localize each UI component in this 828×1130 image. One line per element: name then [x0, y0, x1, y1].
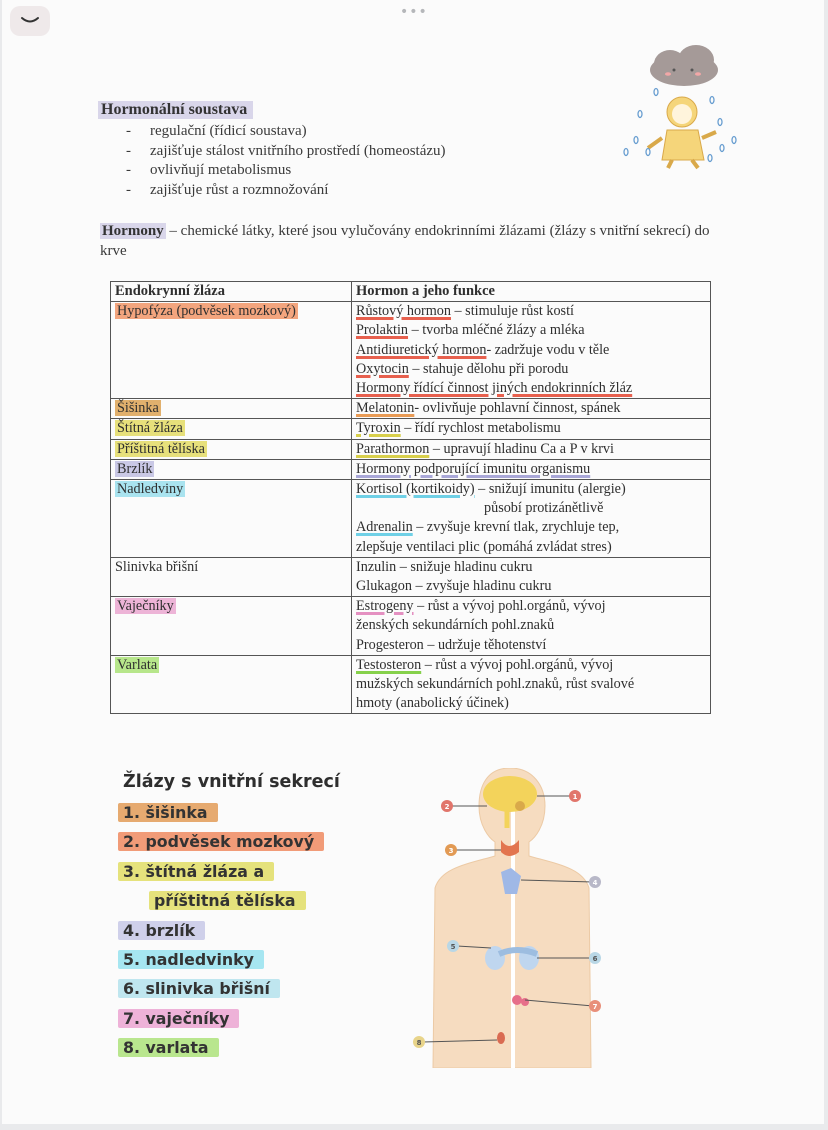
hormone-cell: [352, 419, 711, 439]
gland-cell: [111, 597, 352, 656]
hormone-name: Růstový hormon: [356, 303, 451, 320]
gland-cell: [111, 480, 352, 558]
document-page: [2, 0, 824, 1124]
table-row: [111, 597, 711, 656]
hormone-function: ženských sekundárních pohl.znaků: [356, 617, 555, 634]
gland-name: Štítná žláza: [117, 420, 183, 437]
hormone-function: – snižují imunitu (alergie): [474, 481, 626, 498]
endocrine-body-diagram: [407, 768, 617, 1068]
figure-label-6: 6: [592, 955, 598, 963]
table-row: [111, 459, 711, 479]
list-item: 8. varlata: [118, 1038, 324, 1067]
hormone-function: – stahuje dělohu při porodu: [408, 360, 569, 377]
more-options-icon[interactable]: •••: [400, 4, 428, 20]
hormone-name: Parathormon: [356, 440, 430, 457]
hormone-function: Glukagon – zvyšuje hladinu cukru: [356, 578, 552, 595]
hormone-line: [356, 538, 706, 557]
hormone-name: Hormony podporující imunitu organismu: [356, 460, 591, 477]
hormone-function: zlepšuje ventilaci plic (pomáhá zvládat stres): [356, 538, 612, 555]
gland-name: Vaječníky: [117, 598, 174, 615]
hormone-name: Testosteron: [356, 656, 422, 673]
list-item: 7. vaječníky: [118, 1009, 324, 1038]
gland-cell: [111, 557, 352, 596]
list-item: 3. štítná žláza a: [118, 862, 324, 891]
hormone-name: Melatonin: [356, 400, 415, 417]
gland-cell: [111, 439, 352, 459]
hormone-cell: [352, 597, 711, 656]
column-header-hormone: Hormon a jeho funkce: [352, 282, 711, 302]
list-item: 6. slinivka břišní: [118, 979, 324, 1008]
list-item: 2. podvěsek mozkový: [118, 832, 324, 861]
hormone-table: [110, 281, 711, 714]
table-row: [111, 557, 711, 596]
gland-cell: [111, 302, 352, 399]
hormone-function: – tvorba mléčné žlázy a mléka: [408, 322, 585, 339]
hormone-function: působí protizánětlivě: [484, 500, 604, 517]
table-row: [111, 302, 711, 399]
list-item: - zajišťuje stálost vnitřního prostředí (homeostázu): [126, 142, 446, 159]
gland-name: Brzlík: [117, 460, 153, 477]
hormone-function: Progesteron – udržuje těhotenství: [356, 636, 547, 653]
hormone-line: [356, 302, 706, 321]
hormone-line: [356, 460, 706, 479]
list-item: příštitná tělíska: [118, 891, 324, 920]
gland-list: [118, 803, 324, 1068]
hormone-line: [356, 379, 706, 398]
hormone-function: – růst a vývoj pohl.orgánů, vývoj: [421, 656, 614, 673]
page-title: Hormonální soustava: [98, 101, 253, 119]
section-title: Žlázy s vnitřní sekrecí: [123, 772, 340, 792]
hormone-line: [356, 360, 706, 379]
figure-label-5: 5: [450, 943, 456, 951]
hormone-name: Estrogeny: [356, 598, 414, 615]
hormone-line: [356, 440, 706, 459]
table-row: [111, 439, 711, 459]
gland-name: Šišinka: [117, 400, 159, 417]
gland-name: Varlata: [117, 656, 158, 673]
hormone-line: [356, 577, 706, 596]
hormone-function: – zvyšuje krevní tlak, zrychluje tep,: [412, 519, 620, 536]
hormone-function: mužských sekundárních pohl.znaků, růst svalové: [356, 676, 635, 693]
figure-label-8: 8: [416, 1039, 422, 1047]
list-item: - regulační (řídicí soustava): [126, 123, 307, 139]
hormone-line: [356, 597, 706, 616]
table-row: [111, 419, 711, 439]
figure-label-4: 4: [592, 879, 598, 887]
list-item: 4. brzlík: [118, 921, 324, 950]
rain-cloud-character-illustration: [612, 40, 742, 180]
table-row: [111, 655, 711, 714]
gland-name: Slinivka břišní: [115, 558, 199, 575]
hormone-cell: [352, 439, 711, 459]
hormone-line: [356, 341, 706, 360]
hormony-definition: Hormony – chemické látky, které jsou vylučovány endokrinními žlázami (žlázy s vnitřní sekrecí) do krve: [100, 223, 710, 259]
hormone-function: Inzulin – snižuje hladinu cukru: [356, 558, 533, 575]
list-item: - ovlivňují metabolismus: [126, 162, 292, 178]
hormone-line: [356, 419, 706, 438]
hormone-cell: [352, 480, 711, 558]
hormone-line: [356, 518, 706, 537]
hormone-function: hmoty (anabolický účinek): [356, 695, 509, 712]
hormone-function: - ovlivňuje pohlavní činnost, spánek: [414, 400, 621, 417]
bullet-list: [126, 122, 446, 200]
hormone-line: [356, 499, 706, 518]
table-row: [111, 399, 711, 419]
hormone-function: - zadržuje vodu v těle: [486, 341, 610, 358]
hormone-name: Hormony řídící činnost jiných endokrinních žláz: [356, 380, 633, 397]
hormone-name: Kortisol (kortikoidy): [356, 481, 475, 498]
gland-cell: [111, 459, 352, 479]
table-header-row: [111, 282, 711, 302]
hormone-cell: [352, 399, 711, 419]
hormone-name: Antidiuretický hormon: [356, 341, 487, 358]
hormone-cell: [352, 655, 711, 714]
hormone-function: – řídí rychlost metabolismu: [400, 420, 561, 437]
table-row: [111, 480, 711, 558]
hormone-function: – stimuluje růst kostí: [450, 303, 574, 320]
hormone-name: Tyroxin: [356, 420, 401, 437]
hormone-cell: [352, 459, 711, 479]
hormone-line: [356, 675, 706, 694]
hormone-line: [356, 321, 706, 340]
hormone-line: [356, 480, 706, 499]
back-button[interactable]: [10, 6, 50, 36]
figure-label-2: 2: [444, 803, 450, 811]
gland-cell: [111, 399, 352, 419]
hormone-name: Prolaktin: [356, 322, 409, 339]
list-item: 1. šišinka: [118, 803, 324, 832]
gland-name: Nadledviny: [117, 481, 184, 498]
hormone-line: [356, 694, 706, 713]
gland-name: Hypofýza (podvěsek mozkový): [117, 303, 296, 320]
hormony-term: Hormony: [102, 223, 164, 239]
hormone-name: Adrenalin: [356, 519, 413, 536]
list-item: - zajišťuje růst a rozmnožování: [126, 181, 329, 198]
list-item: 5. nadledvinky: [118, 950, 324, 979]
hormone-cell: [352, 302, 711, 399]
gland-cell: [111, 419, 352, 439]
gland-cell: [111, 655, 352, 714]
hormone-line: [356, 636, 706, 655]
hormone-function: – růst a vývoj pohl.orgánů, vývoj: [413, 598, 606, 615]
figure-label-3: 3: [448, 847, 454, 855]
figure-label-7: 7: [592, 1003, 598, 1011]
figure-label-1: 1: [572, 793, 578, 801]
hormone-function: – upravují hladinu Ca a P v krvi: [429, 440, 614, 457]
hormone-line: [356, 558, 706, 577]
hormone-line: [356, 656, 706, 675]
column-header-gland: Endokrynní žláza: [111, 282, 352, 302]
gland-name: Příštitná tělíska: [117, 440, 205, 457]
hormone-cell: [352, 557, 711, 596]
hormone-name: Oxytocin: [356, 360, 409, 377]
chevron-down-icon: [20, 14, 40, 28]
hormone-line: [356, 399, 706, 418]
hormone-line: [356, 616, 706, 635]
